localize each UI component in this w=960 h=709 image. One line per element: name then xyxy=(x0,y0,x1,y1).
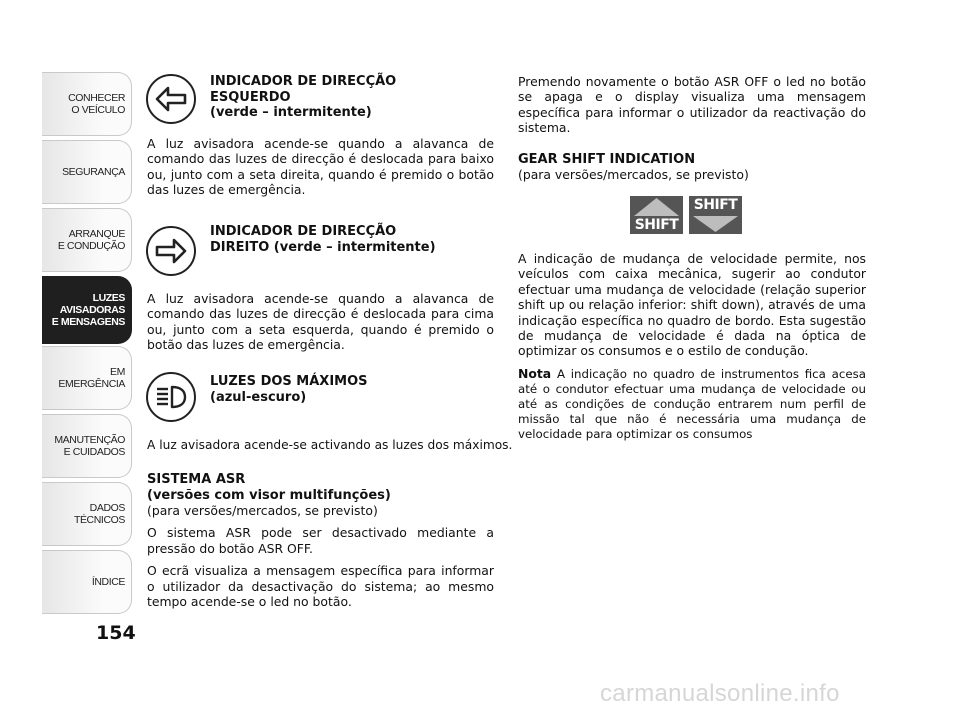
watermark: carmanualsonline.info xyxy=(600,680,840,707)
gear-shift-subtitle: (para versões/mercados, se previsto) xyxy=(518,167,749,183)
turn-right-arrow-icon xyxy=(146,226,196,276)
turn-right-body: A luz avisadora acende-se quando a alavanca de comando das luzes de direcção é deslocada para cima ou, junto com a seta esquerda, quando é premido o botão das luzes de emergência. xyxy=(147,291,494,353)
shift-down-label: SHIFT xyxy=(693,197,738,213)
high-beam-title-line1: LUZES DOS MÁXIMOS xyxy=(210,374,368,389)
note-label: Nota xyxy=(518,365,552,381)
note-text: A indicação no quadro de instrumentos fica acesa até o condutor efectuar uma mudança de velocidade ou até as condições de condução entrarem num perfil de missão tal que não é necessária uma mudança de velocidade para optimizar os consumos xyxy=(518,366,866,441)
shift-down-arrow-icon xyxy=(689,214,742,234)
sidebar-tab-indice[interactable]: ÍNDICE xyxy=(42,550,132,614)
asr-body1: O sistema ASR pode ser desactivado mediante a pressão do botão ASR OFF. xyxy=(147,525,494,556)
gear-shift-section xyxy=(518,251,866,449)
page-number: 154 xyxy=(96,622,136,644)
shift-up-label: SHIFT xyxy=(634,217,679,233)
shift-up-indicator xyxy=(630,196,683,234)
high-beam-icon xyxy=(146,372,196,422)
shift-down-indicator xyxy=(689,196,742,234)
sidebar-tab-em-emergencia[interactable]: EM EMERGÊNCIA xyxy=(42,346,132,410)
high-beam-heading xyxy=(210,374,490,405)
gear-shift-note xyxy=(518,366,866,442)
asr-subtitle: (para versões/mercados, se previsto) xyxy=(147,503,378,518)
high-beam-section xyxy=(147,438,513,460)
sidebar-tab-arranque-e-conducao[interactable]: ARRANQUE E CONDUÇÃO xyxy=(42,208,132,272)
turn-left-section xyxy=(147,136,494,205)
asr-section xyxy=(147,472,494,616)
turn-left-title-line2: ESQUERDO xyxy=(210,89,291,105)
gear-shift-indicator xyxy=(630,196,742,234)
sidebar-tab-manutencao[interactable]: MANUTENÇÃO E CUIDADOS xyxy=(42,414,132,478)
right-column xyxy=(518,74,866,190)
asr-reactivation-text: Premendo novamente o botão ASR OFF o led no botão se apaga e o display visualiza uma mensagem específica para informar o utilizador da reactivação do sistema. xyxy=(518,74,866,136)
turn-right-title-line1: INDICADOR DE DIRECÇÃO xyxy=(210,224,397,239)
asr-title-line1: SISTEMA ASR xyxy=(147,472,246,487)
turn-left-body: A luz avisadora acende-se quando a alavanca de comando das luzes de direcção é deslocada para baixo ou, junto com a seta direita, quando é premido o botão das luzes de emergência. xyxy=(147,136,494,198)
asr-title-line2: (versões com visor multifunções) xyxy=(147,487,391,503)
high-beam-title-line2: (azul-escuro) xyxy=(210,389,307,405)
sidebar-tab-seguranca[interactable]: SEGURANÇA xyxy=(42,140,132,204)
turn-left-title-line3: (verde – intermitente) xyxy=(210,105,372,120)
turn-left-heading xyxy=(210,74,490,121)
gear-shift-title: GEAR SHIFT INDICATION xyxy=(518,151,696,167)
sidebar-tab-conhecer-o-veiculo[interactable]: CONHECER O VEÍCULO xyxy=(42,72,132,136)
turn-right-section xyxy=(147,291,494,360)
turn-left-arrow-icon xyxy=(146,74,196,124)
gear-shift-body: A indicação de mudança de velocidade permite, nos veículos com caixa mecânica, sugerir ao condutor efectuar uma mudança de velocidade (relação superior shift up ou relação inferior: shift down), através de uma indicação específica no quadro de bordo. Esta sugestão de mudança de velocidade é dada na óptica de optimizar os consumos e o estilo de condução. xyxy=(518,251,866,359)
turn-right-heading xyxy=(210,224,495,255)
sidebar-tab-luzes-avisadoras[interactable]: LUZES AVISADORAS E MENSAGENS xyxy=(42,276,132,344)
shift-up-arrow-icon xyxy=(630,196,683,218)
high-beam-body: A luz avisadora acende-se activando as luzes dos máximos. xyxy=(147,438,513,452)
asr-body2: O ecrã visualiza a mensagem específica para informar o utilizador da desactivação do sistema; ao mesmo tempo acende-se o led no botão. xyxy=(147,563,494,610)
sidebar-tab-dados-tecnicos[interactable]: DADOS TÉCNICOS xyxy=(42,482,132,546)
turn-right-title-line2: DIREITO (verde – intermitente) xyxy=(210,239,436,255)
turn-left-title-line1: INDICADOR DE DIRECÇÃO xyxy=(210,74,397,89)
